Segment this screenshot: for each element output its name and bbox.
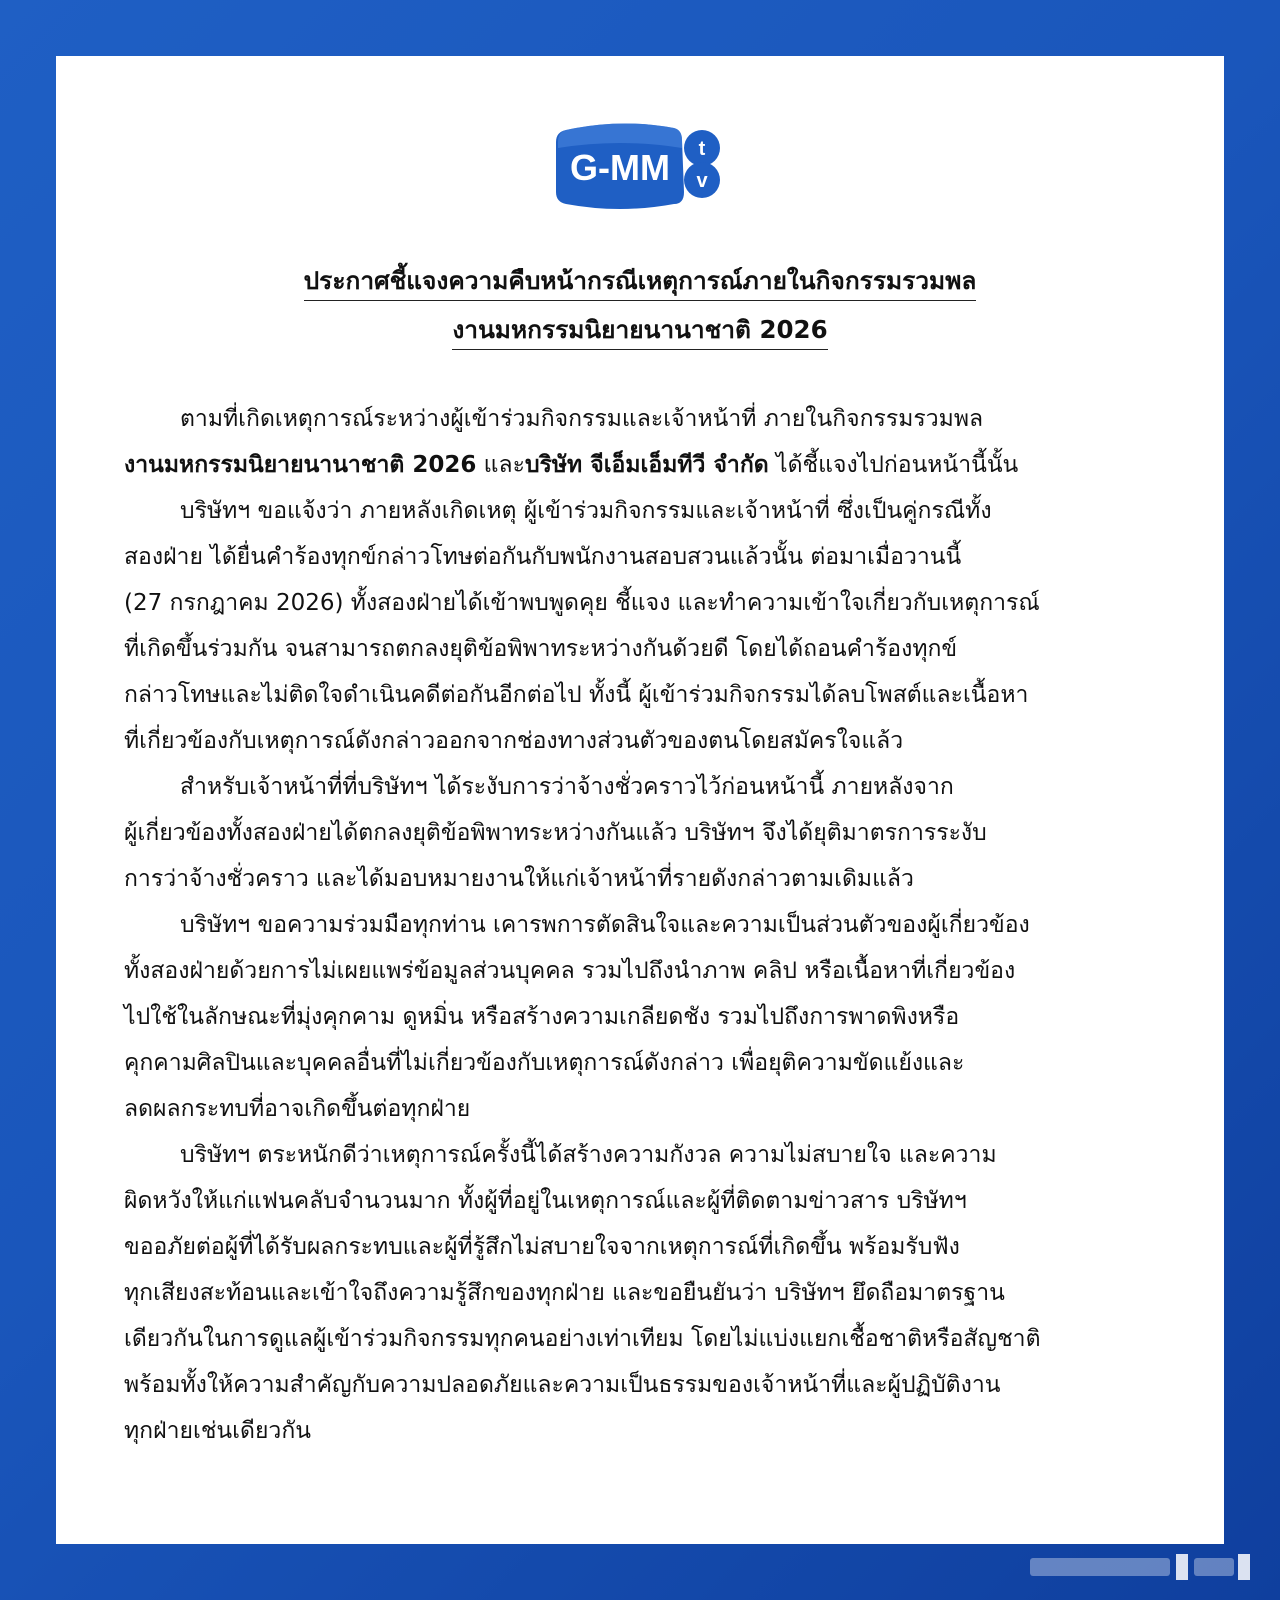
body-line: ทุกฝ่ายเช่นเดียวกัน: [124, 1418, 311, 1444]
watermark-graphic: [1030, 1552, 1254, 1582]
body-line: (27 กรกฎาคม 2026) ทั้งสองฝ่ายได้เข้าพบพูดคุย ชี้แจง และทำความเข้าใจเกี่ยวกับเหตุการณ์: [124, 590, 1040, 616]
announcement-sheet: [56, 56, 1224, 1544]
svg-text:t: t: [698, 138, 706, 160]
title-line-1: ประกาศชี้แจงความคืบหน้ากรณีเหตุการณ์ภายในกิจกรรมรวมพล: [304, 264, 977, 301]
body-line: บริษัทฯ ขอแจ้งว่า ภายหลังเกิดเหตุ ผู้เข้าร่วมกิจกรรมและเจ้าหน้าที่ ซึ่งเป็นคู่กรณีทั้ง: [180, 498, 992, 524]
announcement-title: [56, 264, 1224, 362]
body-line-mixed: [124, 442, 1214, 488]
body-line: เดียวกันในการดูแลผู้เข้าร่วมกิจกรรมทุกคนอย่างเท่าเทียม โดยไม่แบ่งแยกเชื้อชาติหรือสัญชาติ: [124, 1326, 1041, 1352]
body-line: ผู้เกี่ยวข้องทั้งสองฝ่ายได้ตกลงยุติข้อพิพาทระหว่างกันแล้ว บริษัทฯ จึงได้ยุติมาตรการระงับ: [124, 820, 987, 846]
body-line: ทั้งสองฝ่ายด้วยการไม่เผยแพร่ข้อมูลส่วนบุคคล รวมไปถึงนำภาพ คลิป หรือเนื้อหาที่เกี่ยวข้อง: [124, 958, 1016, 984]
body-line: ตามที่เกิดเหตุการณ์ระหว่างผู้เข้าร่วมกิจกรรมและเจ้าหน้าที่ ภายในกิจกรรมรวมพล: [180, 406, 984, 432]
gmmtv-logo-graphic: [556, 118, 728, 220]
body-line: ที่เกิดขึ้นร่วมกัน จนสามารถตกลงยุติข้อพิพาทระหว่างกันด้วยดี โดยได้ถอนคำร้องทุกข์: [124, 636, 958, 662]
body-line: ลดผลกระทบที่อาจเกิดขึ้นต่อทุกฝ่าย: [124, 1096, 471, 1122]
body-line: สำหรับเจ้าหน้าที่ที่บริษัทฯ ได้ระงับการว่าจ้างชั่วคราวไว้ก่อนหน้านี้ ภายหลังจาก: [180, 774, 954, 800]
body-line: บริษัทฯ ตระหนักดีว่าเหตุการณ์ครั้งนี้ได้สร้างความกังวล ความไม่สบายใจ และความ: [180, 1142, 997, 1168]
body-line: ที่เกี่ยวข้องกับเหตุการณ์ดังกล่าวออกจากช่องทางส่วนตัวของตนโดยสมัครใจแล้ว: [124, 728, 904, 754]
body-line: ไปใช้ในลักษณะที่มุ่งคุกคาม ดูหมิ่น หรือสร้างความเกลียดชัง รวมไปถึงการพาดพิงหรือ: [124, 1004, 960, 1030]
body-line: พร้อมทั้งให้ความสำคัญกับความปลอดภัยและความเป็นธรรมของเจ้าหน้าที่และผู้ปฏิบัติงาน: [124, 1372, 1001, 1398]
svg-text:G-MM: G-MM: [570, 147, 670, 188]
body-line: ผิดหวังให้แก่แฟนคลับจำนวนมาก ทั้งผู้ที่อยู่ในเหตุการณ์และผู้ที่ติดตามข่าวสาร บริษัทฯ: [124, 1188, 967, 1214]
body-line: กล่าวโทษและไม่ติดใจดำเนินคดีต่อกันอีกต่อไป ทั้งนี้ ผู้เข้าร่วมกิจกรรมได้ลบโพสต์และเนื้อหา: [124, 682, 1029, 708]
company-name: บริษัท จีเอ็มเอ็มทีวี จำกัด: [524, 452, 769, 478]
body-line: สองฝ่าย ได้ยื่นคำร้องทุกข์กล่าวโทษต่อกันกับพนักงานสอบสวนแล้วนั้น ต่อมาเมื่อวานนี้: [124, 544, 962, 570]
body-line: ขออภัยต่อผู้ที่ได้รับผลกระทบและผู้ที่รู้สึกไม่สบายใจจากเหตุการณ์ที่เกิดขึ้น พร้อมรับฟัง: [124, 1234, 960, 1260]
body-line: คุกคามศิลปินและบุคคลอื่นที่ไม่เกี่ยวข้องกับเหตุการณ์ดังกล่าว เพื่อยุติความขัดแย้งและ: [124, 1050, 965, 1076]
event-name: งานมหกรรมนิยายนานาชาติ 2026: [124, 452, 477, 478]
body-text: และ: [476, 452, 525, 478]
body-line: บริษัทฯ ขอความร่วมมือทุกท่าน เคารพการตัดสินใจและความเป็นส่วนตัวของผู้เกี่ยวข้อง: [180, 912, 1030, 938]
body-text: ได้ชี้แจงไปก่อนหน้านี้นั้น: [768, 452, 1019, 478]
title-line-2: งานมหกรรมนิยายนานาชาติ 2026: [452, 313, 827, 350]
body-line: ทุกเสียงสะท้อนและเข้าใจถึงความรู้สึกของทุกฝ่าย และขอยืนยันว่า บริษัทฯ ยึดถือมาตรฐาน: [124, 1280, 1005, 1306]
gmmtv-logo: [556, 118, 728, 220]
svg-text:v: v: [696, 170, 708, 192]
body-line: การว่าจ้างชั่วคราว และได้มอบหมายงานให้แก่เจ้าหน้าที่รายดังกล่าวตามเดิมแล้ว: [124, 866, 914, 892]
announcement-body: [124, 396, 1214, 1454]
